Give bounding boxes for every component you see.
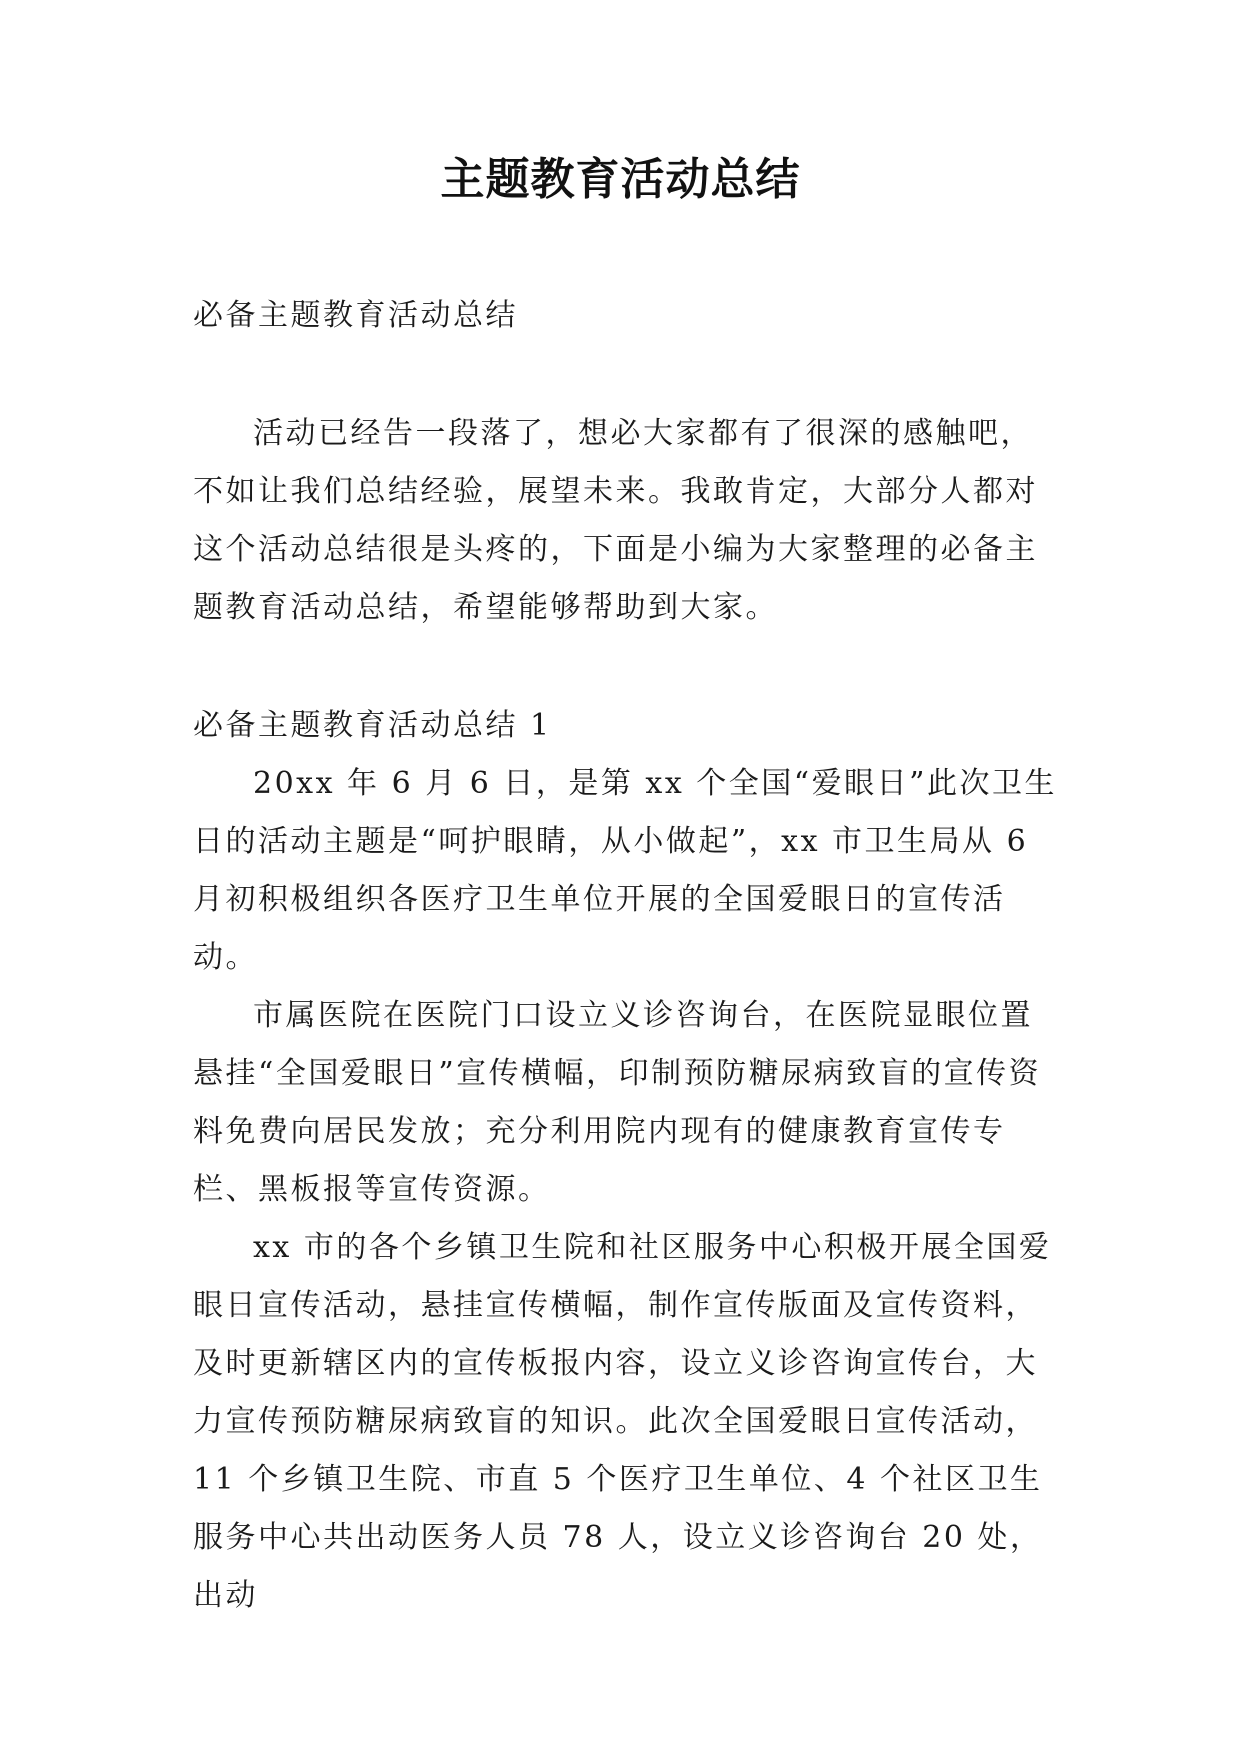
- document-title: 主题教育活动总结: [440, 154, 801, 205]
- body-paragraph: 市属医院在医院门口设立义诊咨询台，在医院显眼位置悬挂“全国爱眼日”宣传横幅，印制预防糖尿病致盲的宣传资料免费向居民发放；充分利用院内现有的健康教育宣传专栏、黑板报等宣传资源。: [193, 998, 1042, 1207]
- section-heading: 必备主题教育活动总结 1: [193, 708, 552, 743]
- body-paragraph: xx 市的各个乡镇卫生院和社区服务中心积极开展全国爱眼日宣传活动，悬挂宣传横幅，制作宣传版面及宣传资料，及时更新辖区内的宣传板报内容，设立义诊咨询宣传台，大力宣传预防糖尿病致盲的知识。此次全国爱眼日宣传活动，11 个乡镇卫生院、市直 5 个医疗卫生单位、4 个社区卫生服务中心共出动医务人员 78 人，设立义诊咨询台 20 处，出动: [193, 1230, 1052, 1613]
- document-subtitle: 必备主题教育活动总结: [193, 298, 518, 333]
- intro-paragraph: 活动已经告一段落了，想必大家都有了很深的感触吧，不如让我们总结经验，展望未来。我敢肯定，大部分人都对这个活动总结很是头疼的，下面是小编为大家整理的必备主题教育活动总结，希望能够帮助到大家。: [193, 416, 1038, 625]
- body-paragraph: 20xx 年 6 月 6 日，是第 xx 个全国“爱眼日”此次卫生日的活动主题是“呵护眼睛，从小做起”，xx 市卫生局从 6 月初积极组织各医疗卫生单位开展的全国爱眼日的宣传活动。: [193, 766, 1057, 975]
- document-body: [193, 287, 1061, 1625]
